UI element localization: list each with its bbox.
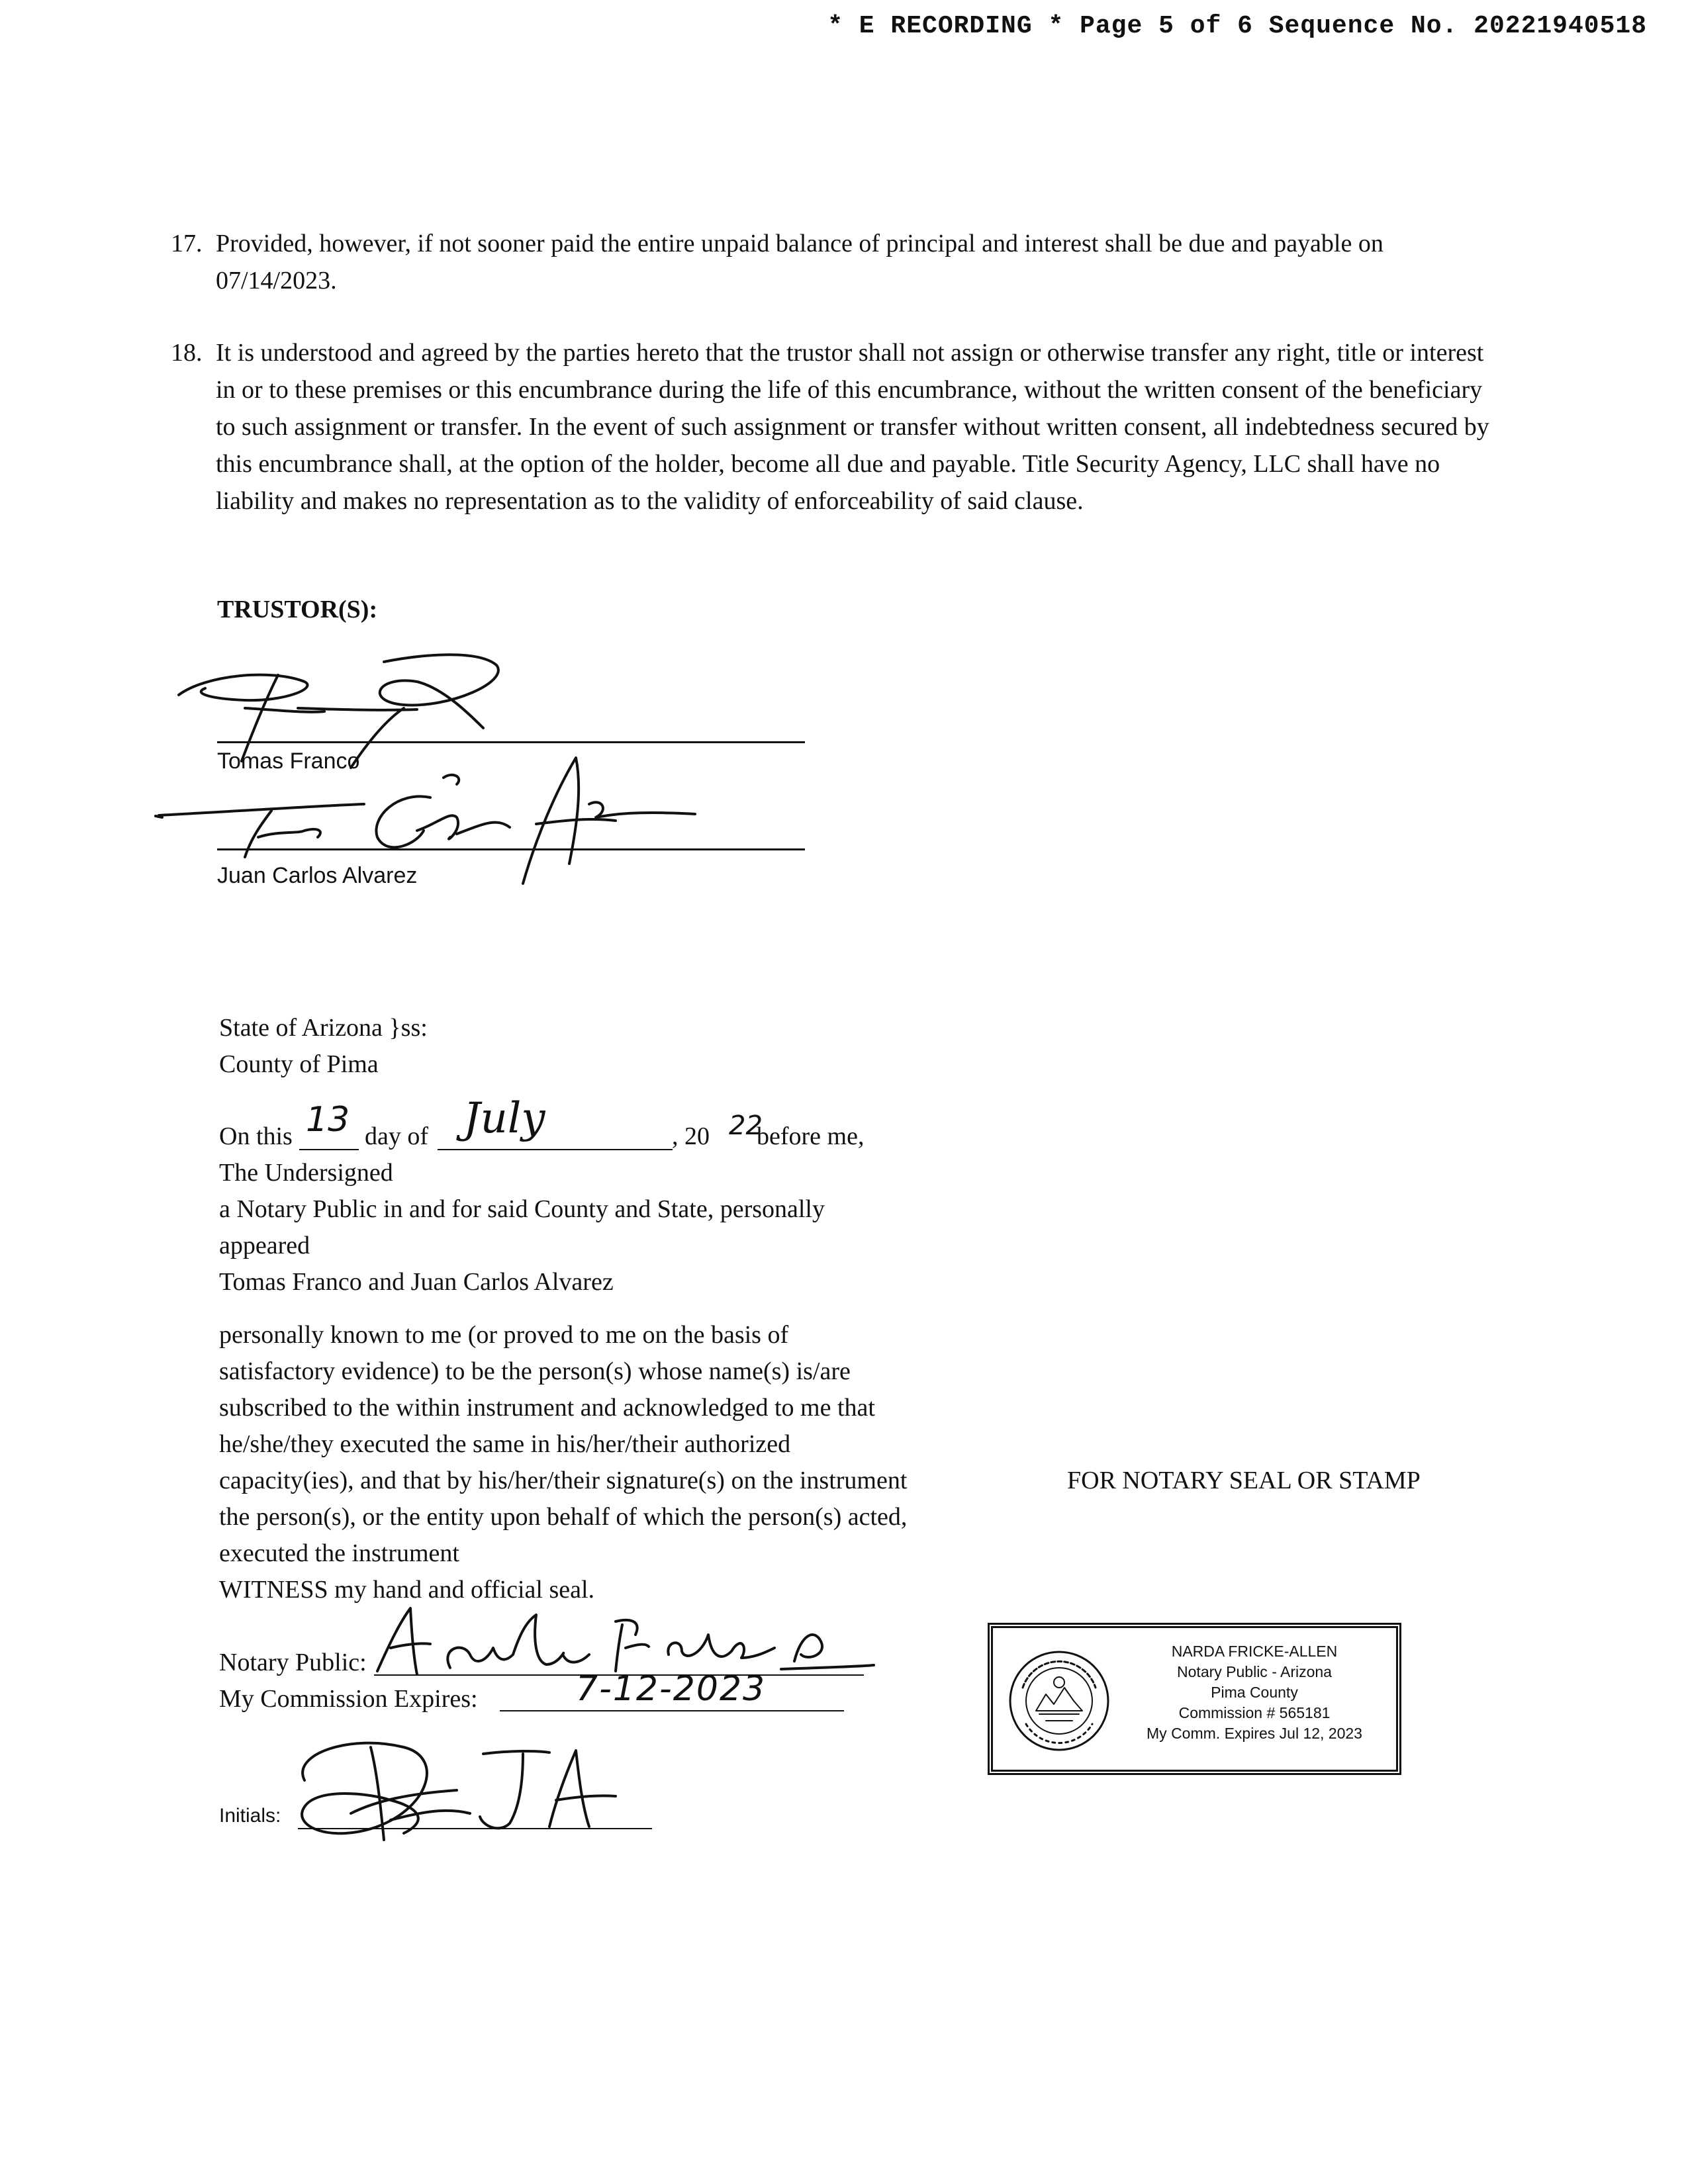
day-blank-line	[299, 1149, 359, 1150]
ack-body-line: executed the instrument	[219, 1539, 459, 1567]
stamp-notary-name: NARDA FRICKE-ALLEN	[1171, 1643, 1338, 1660]
clause-18	[171, 334, 1515, 559]
witness-line: WITNESS my hand and official seal.	[219, 1576, 595, 1604]
day-handwritten: 13	[306, 1100, 350, 1140]
undersigned-line: The Undersigned	[219, 1159, 393, 1187]
stamp-expires: My Comm. Expires Jul 12, 2023	[1147, 1725, 1362, 1742]
initials-marks	[271, 1727, 669, 1846]
before-me-label: before me,	[757, 1122, 865, 1150]
county-line: County of Pima	[219, 1050, 379, 1078]
day-of-label: day of	[365, 1122, 429, 1150]
clause-number: 17.	[171, 230, 203, 257]
notary-public-label: Notary Public:	[219, 1649, 367, 1676]
signer-name-1: Tomas Franco	[217, 749, 360, 774]
state-seal-icon	[1006, 1648, 1112, 1754]
appeared-names: Tomas Franco and Juan Carlos Alvarez	[219, 1268, 614, 1296]
notary-line: a Notary Public in and for said County and State, personally	[219, 1195, 825, 1223]
clause-17	[171, 225, 1515, 299]
year-handwritten: 22	[729, 1111, 763, 1141]
ack-body-line: subscribed to the within instrument and acknowledged to me that	[219, 1394, 875, 1422]
on-this-label: On this	[219, 1122, 293, 1150]
commission-label: My Commission Expires:	[219, 1685, 478, 1713]
ack-body-line: he/she/they executed the same in his/her/their authorized	[219, 1430, 791, 1458]
commission-handwritten: 7-12-2023	[576, 1669, 767, 1709]
clause-number: 18.	[171, 339, 203, 367]
state-line: State of Arizona }ss:	[219, 1014, 428, 1042]
stamp-county: Pima County	[1211, 1684, 1298, 1701]
month-blank-line	[438, 1149, 673, 1150]
clause-text: Provided, however, if not sooner paid the entire unpaid balance of principal and interest shall be due and payable on 07/14/2023.	[216, 230, 1383, 295]
stamp-commission: Commission # 565181	[1178, 1704, 1331, 1721]
recording-banner: * E RECORDING * Page 5 of 6 Sequence No. 20221940518	[827, 12, 1647, 40]
ack-body-line: personally known to me (or proved to me on the basis of	[219, 1321, 789, 1349]
clause-text: It is understood and agreed by the parties hereto that the trustor shall not assign or otherwise transfer any right, title or interest in or to these premises or this encumbrance during the life of this encumbrance, without the written consent of the beneficiary to such assignment or transfer. In the event of such assignment or transfer without written consent, all indebtedness secured by this encumbrance shall, at the option of the holder, become all due and payable. Title Security Agency, LLC shall have no liability and makes no representation as to the validity of enforceability of said clause.	[216, 339, 1489, 515]
trustors-heading: TRUSTOR(S):	[217, 596, 378, 623]
stamp-notary-title: Notary Public - Arizona	[1177, 1663, 1332, 1680]
ack-body-line: satisfactory evidence) to be the person(s) whose name(s) is/are	[219, 1357, 851, 1385]
appeared-line: appeared	[219, 1232, 310, 1259]
commission-blank-line	[500, 1710, 844, 1711]
month-handwritten: July	[463, 1094, 545, 1143]
notary-stamp	[988, 1623, 1401, 1775]
signature-juan-carlos-alvarez	[152, 751, 748, 884]
initials-label: Initials:	[219, 1805, 281, 1827]
signer-name-2: Juan Carlos Alvarez	[217, 863, 418, 888]
seal-caption: FOR NOTARY SEAL OR STAMP	[1067, 1467, 1421, 1494]
ack-body-line: capacity(ies), and that by his/her/their signature(s) on the instrument	[219, 1467, 908, 1494]
year-prefix: , 20	[672, 1122, 710, 1150]
ack-body-line: the person(s), or the entity upon behalf of which the person(s) acted,	[219, 1503, 908, 1531]
